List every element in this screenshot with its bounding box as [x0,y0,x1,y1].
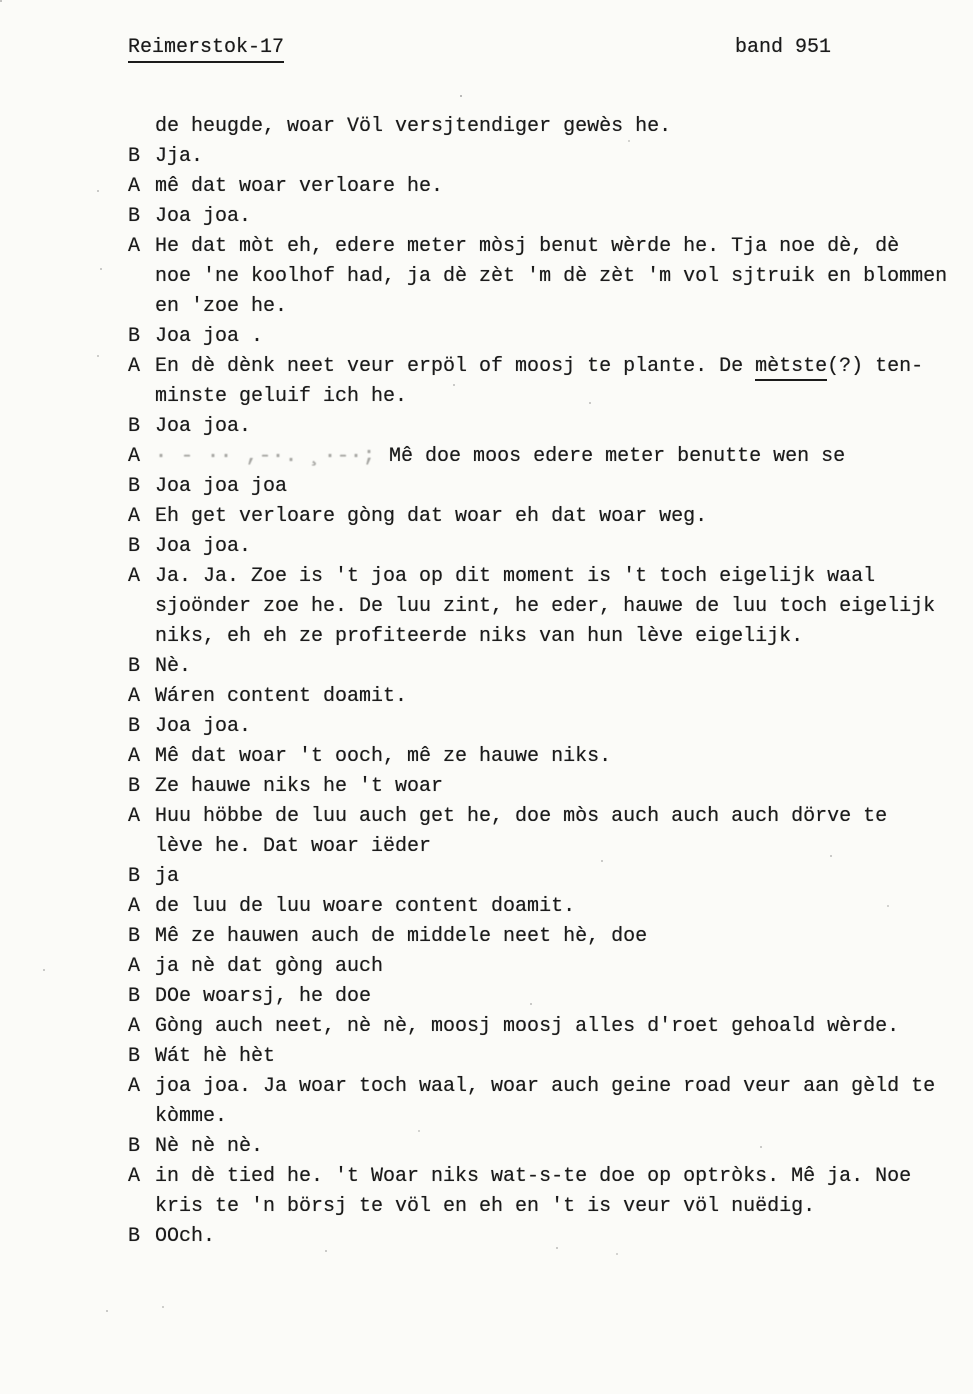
dialogue-text: Mê ze hauwen auch de middele neet hè, doe [155,925,648,948]
dialogue-line [128,1132,966,1162]
text-segment: Mê doe moos edere meter benutte wen se [389,445,846,468]
speaker-label: A [128,565,141,588]
dialogue-text: niks, eh eh ze profiteerde niks van hun lève eigelijk. [155,625,804,648]
dialogue-line [128,832,966,862]
speaker-label: A [128,235,141,258]
dialogue-line [128,442,966,472]
dialogue-line [128,472,966,502]
speaker-label: B [128,475,141,498]
speaker-label: A [128,895,141,918]
dialogue-text: Nè. [155,655,192,678]
dialogue-text: joa joa. Ja woar toch waal, woar auch geine road veur aan gèld te [155,1075,936,1098]
dialogue-line [128,982,966,1012]
text-segment: (?) ten- [827,355,924,378]
dialogue-text: DOe woarsj, he doe [155,985,372,1008]
dialogue-text: Nè nè nè. [155,1135,264,1158]
dialogue-line [128,352,966,382]
dialogue-text: Ja. Ja. Zoe is 't joa op dit moment is 't toch eigelijk waal [155,565,876,588]
dialogue-line [128,802,966,832]
dialogue-text: ja [155,865,180,888]
dialogue-line [128,772,966,802]
dialogue-text: Joa joa. [155,535,252,558]
speaker-label [128,622,155,652]
dialogue-line [128,652,966,682]
dialogue-line [128,322,966,352]
speaker-label: B [128,1225,141,1248]
speaker-label: A [128,175,141,198]
speaker-label [128,292,155,322]
speaker-label: B [128,865,141,888]
dialogue-line [128,142,966,172]
dialogue-text: lève he. Dat woar iëder [155,835,432,858]
dialogue-line [128,742,966,772]
speaker-label: A [128,805,141,828]
dialogue-line [128,292,966,322]
speaker-label: A [128,1165,141,1188]
speaker-label: B [128,1045,141,1068]
dialogue-line [128,412,966,442]
band-number: band 951 [735,36,832,59]
dialogue-line [128,232,966,262]
dialogue-text: Joa joa joa [155,475,288,498]
speaker-label: A [128,685,141,708]
dialogue-text: Gòng auch neet, nè nè, moosj moosj alles d'roet gehoald wèrde. [155,1015,900,1038]
dialogue-line [128,622,966,652]
dialogue-line [128,262,966,292]
dialogue-text: de heugde, woar Völ versjtendiger gewès he. [155,115,672,138]
dialogue-text: Wát hè hèt [155,1045,276,1068]
dialogue-text: en 'zoe he. [155,295,288,318]
speaker-label: B [128,775,141,798]
underlined-word: mètste [755,355,827,381]
text-segment: En dè dènk neet veur erpöl of moosj te plante. De [155,355,756,378]
dialogue-line [128,382,966,412]
dialogue-text: in dè tied he. 't Woar niks wat-s-te doe op optròks. Mê ja. Noe [155,1165,912,1188]
speaker-label: A [128,445,141,468]
dialogue-line [128,1072,966,1102]
speaker-label [128,1102,155,1132]
speaker-label: A [128,355,141,378]
dialogue-line [128,1042,966,1072]
dialogue-text: Ze hauwe niks he 't woar [155,775,444,798]
dialogue-text: Joa joa. [155,415,252,438]
speaker-label: B [128,985,141,1008]
dialogue-line [128,592,966,622]
dialogue-line [128,712,966,742]
dialogue-line [128,532,966,562]
dialogue-line [128,202,966,232]
dialogue-line [128,952,966,982]
dialogue-text: Jja. [155,145,204,168]
speaker-label [128,1192,155,1222]
dialogue-text: ja nè dat gòng auch [155,955,384,978]
dialogue-text: OOch. [155,1225,216,1248]
dialogue-text: Joa joa . [155,325,264,348]
scan-noise-specks [0,0,2,2]
speaker-label: B [128,715,141,738]
speaker-label [128,262,155,292]
speaker-label: B [128,205,141,228]
dialogue-line [128,1192,966,1222]
dialogue-text: Mê dat woar 't ooch, mê ze hauwe niks. [155,745,612,768]
dialogue-line [128,1162,966,1192]
dialogue [128,112,966,1252]
speaker-label: A [128,505,141,528]
speaker-label: A [128,1015,141,1038]
dialogue-line [128,862,966,892]
dialogue-text: Eh get verloare gòng dat woar eh dat woar weg. [155,505,708,528]
dialogue-line [128,112,966,142]
speaker-label [128,112,155,142]
dialogue-text: kris te 'n börsj te völ en eh en 't is veur völ nuëdig. [155,1195,816,1218]
page-title: Reimerstok-17 [128,36,284,63]
speaker-label [128,382,155,412]
dialogue-line [128,562,966,592]
dialogue-line [128,892,966,922]
dialogue-line [128,1222,966,1252]
speaker-label [128,832,155,862]
dialogue-text: Wáren content doamit. [155,685,408,708]
dialogue-text: Huu höbbe de luu auch get he, doe mòs auch auch auch dörve te [155,805,888,828]
speaker-label [128,592,155,622]
speaker-label: B [128,535,141,558]
speaker-label: B [128,145,141,168]
dialogue-text: Joa joa. [155,715,252,738]
dialogue-line [128,172,966,202]
dialogue-line [128,502,966,532]
speaker-label: B [128,415,141,438]
speaker-label: B [128,325,141,348]
dialogue-text: noe 'ne koolhof had, ja dè zèt 'm dè zèt 'm vol sjtruik en blommen [155,265,948,288]
dialogue-line [128,1012,966,1042]
dialogue-text: de luu de luu woare content doamit. [155,895,576,918]
speaker-label: A [128,745,141,768]
speaker-label: B [128,655,141,678]
dialogue-line [128,922,966,952]
speaker-label: A [128,1075,141,1098]
dialogue-text [155,442,966,472]
erased-scribble: · - ·· ,-·. ¸·-·; [155,445,390,468]
dialogue-text: kòmme. [155,1105,228,1128]
speaker-label: B [128,925,141,948]
dialogue-text [155,352,966,382]
dialogue-text: He dat mòt eh, edere meter mòsj benut wèrde he. Tja noe dè, dè [155,235,900,258]
dialogue-text: Joa joa. [155,205,252,228]
speaker-label: B [128,1135,141,1158]
dialogue-text: mê dat woar verloare he. [155,175,444,198]
dialogue-text: sjoönder zoe he. De luu zint, he eder, hauwe de luu toch eigelijk [155,595,936,618]
dialogue-text: minste geluif ich he. [155,385,408,408]
dialogue-line [128,682,966,712]
dialogue-line [128,1102,966,1132]
speaker-label: A [128,955,141,978]
